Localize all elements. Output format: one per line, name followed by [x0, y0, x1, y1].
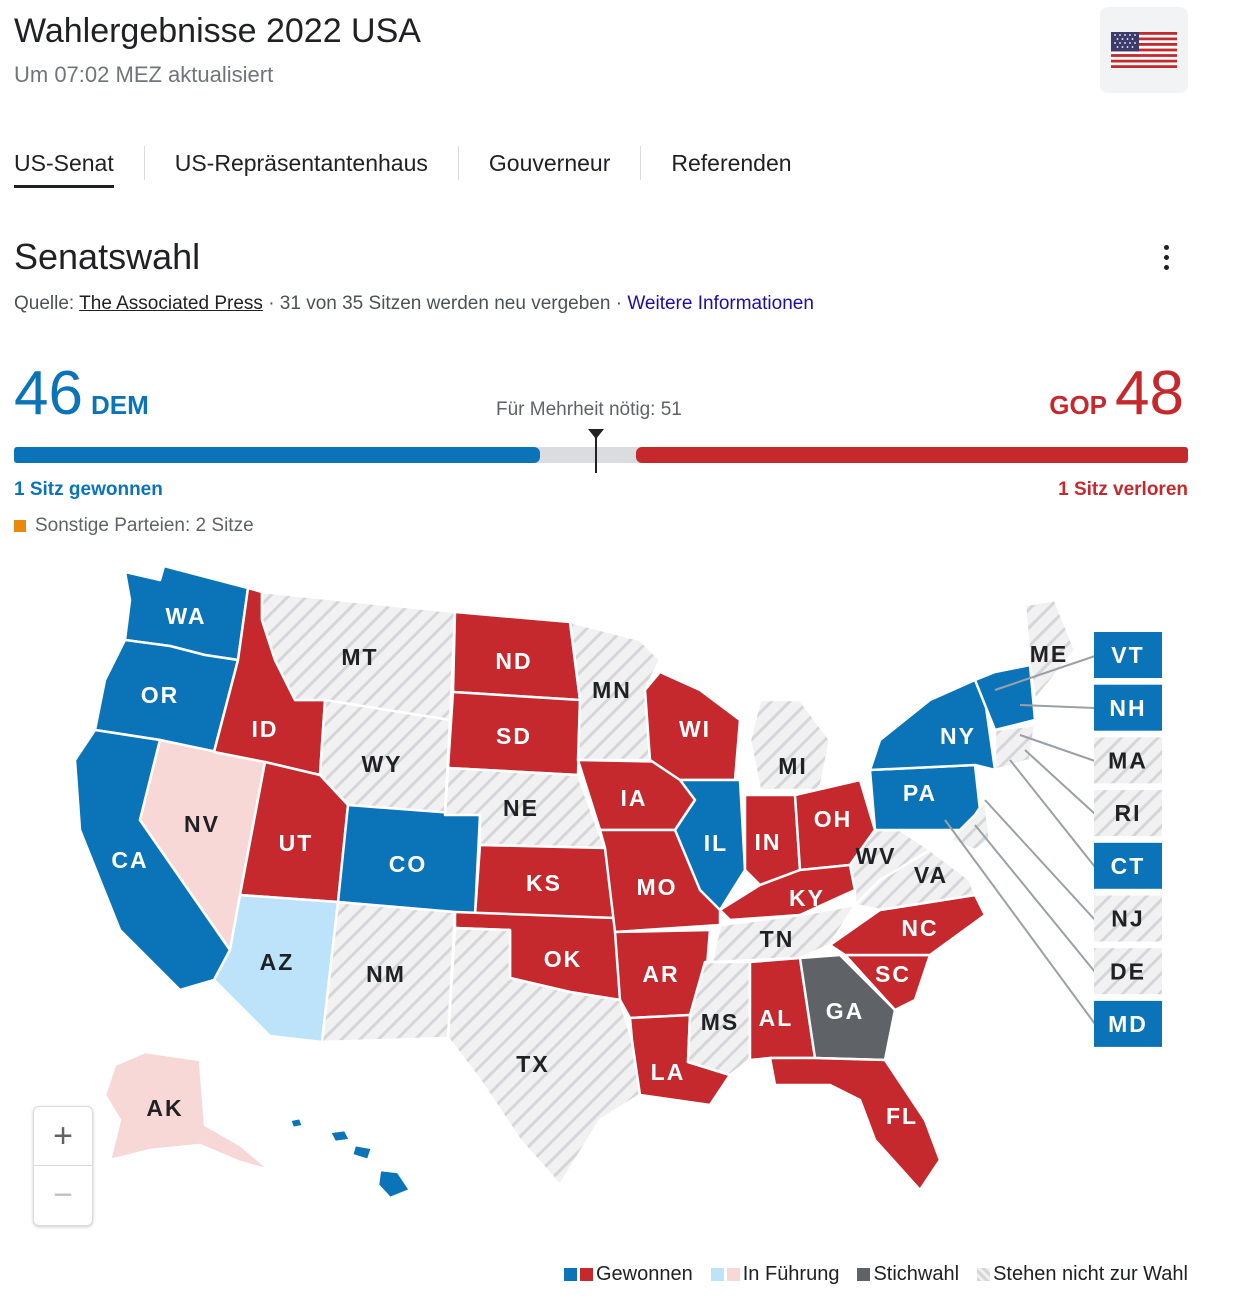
state-label-ut: UT — [278, 830, 314, 857]
source-link[interactable]: The Associated Press — [79, 293, 263, 314]
majority-marker-arrow-icon — [588, 429, 604, 439]
state-ma-ri-ct[interactable] — [995, 725, 1035, 770]
state-ny[interactable] — [870, 680, 995, 770]
others-text: Sonstige Parteien: 2 Sitze — [35, 515, 254, 536]
page-title: Wahlergebnisse 2022 USA — [14, 12, 421, 50]
callout-label-md: MD — [1108, 1010, 1148, 1037]
tab-bar — [14, 142, 792, 188]
source-prefix: Quelle: — [14, 293, 75, 314]
gop-seats: 48 — [1115, 359, 1184, 428]
more-info-link[interactable]: Weitere Informationen — [627, 293, 814, 314]
state-label-mi: MI — [778, 753, 808, 780]
legend-won — [564, 1263, 693, 1286]
state-label-wa: WA — [165, 603, 207, 630]
us-flag-icon — [1111, 32, 1177, 68]
seats-info: · 31 von 35 Sitzen werden neu vergeben · — [268, 293, 623, 314]
state-label-id: ID — [251, 716, 279, 743]
gop-seat-bar — [636, 447, 1188, 463]
state-label-mt: MT — [341, 644, 379, 671]
flag-button[interactable] — [1100, 7, 1188, 93]
state-label-nc: NC — [901, 915, 939, 942]
state-label-co: CO — [388, 851, 428, 878]
gop-tally — [1049, 358, 1184, 429]
legend-swatch-not-up — [977, 1268, 990, 1281]
state-label-ky: KY — [789, 885, 825, 912]
legend-swatch-dem-lead — [711, 1268, 724, 1281]
state-label-ak: AK — [146, 1095, 184, 1122]
majority-marker — [595, 437, 597, 473]
update-time: Um 07:02 MEZ aktualisiert — [14, 62, 274, 87]
state-label-sc: SC — [875, 961, 911, 988]
gop-label: GOP — [1049, 390, 1108, 420]
state-label-fl: FL — [885, 1103, 919, 1130]
state-ak[interactable] — [105, 1052, 270, 1170]
state-label-in: IN — [754, 829, 782, 856]
dem-seat-bar — [14, 447, 540, 463]
state-label-pa: PA — [902, 780, 938, 807]
dem-change: 1 Sitz gewonnen — [14, 479, 163, 500]
legend-leading-label: In Führung — [742, 1263, 840, 1285]
legend-swatch-dem — [564, 1268, 577, 1281]
state-label-mn: MN — [592, 677, 632, 704]
state-label-ok: OK — [543, 946, 583, 973]
tab-us-house[interactable]: US-Repräsentantenhaus — [174, 150, 428, 176]
dem-seats: 46 — [14, 359, 83, 428]
dem-tally — [14, 358, 149, 429]
state-label-me: ME — [1029, 641, 1069, 668]
legend-swatch-runoff — [857, 1268, 870, 1281]
state-label-wv: WV — [855, 843, 897, 870]
state-label-nd: ND — [495, 648, 533, 675]
callout-label-ct: CT — [1110, 852, 1146, 879]
more-options-icon[interactable] — [1152, 238, 1180, 276]
zoom-in-button[interactable]: + — [53, 1116, 73, 1155]
tab-governor[interactable]: Gouverneur — [488, 150, 611, 176]
callout-label-nh: NH — [1109, 694, 1147, 721]
state-label-wy: WY — [361, 751, 403, 778]
legend-swatch-gop-lead — [727, 1268, 740, 1281]
legend-leading — [711, 1263, 840, 1286]
state-label-sd: SD — [496, 723, 532, 750]
state-label-nm: NM — [366, 961, 406, 988]
state-label-or: OR — [140, 682, 180, 709]
callout-label-nj: NJ — [1111, 905, 1145, 932]
zoom-control — [33, 1106, 93, 1226]
state-label-tx: TX — [516, 1051, 550, 1078]
others-swatch — [14, 520, 26, 532]
callout-label-vt: VT — [1111, 642, 1145, 669]
source-line — [14, 293, 814, 315]
tab-divider — [640, 146, 641, 180]
state-label-ks: KS — [526, 870, 562, 897]
callout-label-ri: RI — [1114, 800, 1142, 827]
state-label-mo: MO — [636, 874, 678, 901]
tab-us-senat[interactable]: US-Senat — [14, 142, 114, 188]
state-label-ar: AR — [642, 961, 680, 988]
state-label-ny: NY — [940, 723, 976, 750]
state-label-wi: WI — [678, 716, 712, 743]
state-label-ga: GA — [825, 998, 865, 1025]
us-senate-map[interactable] — [0, 540, 1242, 1260]
state-label-la: LA — [650, 1059, 686, 1086]
callout-label-de: DE — [1110, 958, 1146, 985]
tab-divider — [458, 146, 459, 180]
section-title: Senatswahl — [14, 236, 201, 277]
state-label-hi: HI — [323, 1172, 351, 1199]
majority-needed: Für Mehrheit nötig: 51 — [496, 399, 682, 420]
state-label-nv: NV — [184, 811, 220, 838]
legend-won-label: Gewonnen — [595, 1263, 693, 1285]
legend-not-up-label: Stehen nicht zur Wahl — [993, 1263, 1188, 1285]
others-parties — [14, 515, 254, 537]
tab-referendums[interactable]: Referenden — [671, 150, 792, 176]
state-label-ca: CA — [111, 847, 149, 874]
state-label-ia: IA — [620, 785, 648, 812]
state-label-oh: OH — [813, 806, 853, 833]
state-label-va: VA — [913, 862, 949, 889]
state-label-ms: MS — [700, 1009, 740, 1036]
legend-swatch-gop — [580, 1268, 593, 1281]
legend-runoff — [857, 1263, 959, 1286]
callout-label-ma: MA — [1108, 747, 1148, 774]
callout-boxes — [1094, 632, 1162, 1047]
map-legend — [546, 1263, 1188, 1286]
legend-runoff-label: Stichwahl — [873, 1263, 960, 1285]
state-label-tn: TN — [759, 926, 795, 953]
tab-divider — [144, 146, 145, 180]
zoom-out-button[interactable]: − — [34, 1165, 92, 1224]
state-label-ne: NE — [503, 795, 539, 822]
dem-label: DEM — [90, 390, 149, 420]
legend-not-up — [977, 1263, 1188, 1286]
state-label-al: AL — [758, 1005, 794, 1032]
state-label-az: AZ — [259, 949, 295, 976]
gop-change: 1 Sitz verloren — [1058, 479, 1188, 500]
state-label-il: IL — [703, 830, 729, 857]
